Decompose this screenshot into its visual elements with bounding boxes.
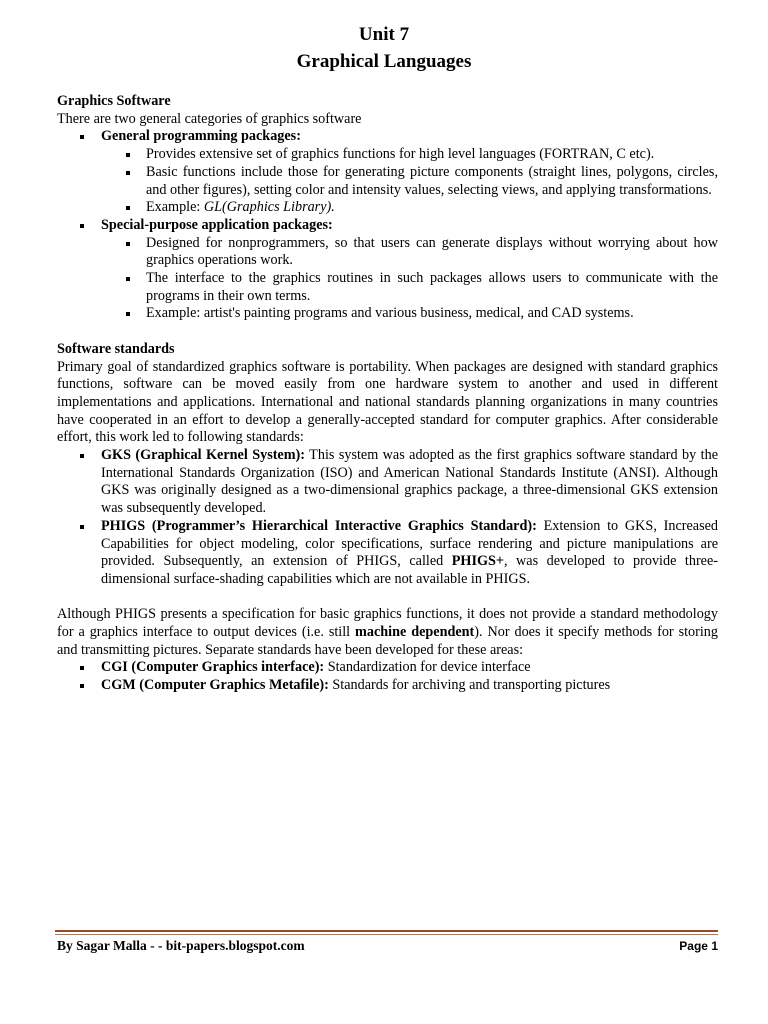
bullet-icon [126, 206, 130, 210]
bullet-text: Provides extensive set of graphics functions for high level languages (FORTRAN, C etc). [146, 146, 655, 163]
cgm-label: CGM (Computer Graphics Metafile): [101, 677, 329, 694]
bullet-icon [126, 242, 130, 246]
phigs-text-2: , was developed to provide three-dimensional surface-shading capabilities which are not available in PHIGS. [101, 553, 718, 587]
bullet-icon [80, 684, 84, 688]
list-item [57, 235, 718, 270]
bullet-text: The interface to the graphics routines in such packages allows users to communicate with the programs in their own terms. [146, 270, 718, 304]
bullet-icon [80, 224, 84, 228]
bullet-icon [126, 277, 130, 281]
list-item [57, 447, 718, 518]
other-standards-list [57, 659, 718, 694]
standards-paragraph: Primary goal of standardized graphics software is portability. When packages are designed with standard graphics functions, software can be moved easily from one hardware system to another and used in different implementations and applications. International and national standards planning organizations in many countries have cooperated in an effort to develop a generally-accepted standard for computer graphics. After considerable effort, this work led to following standards: [57, 358, 718, 446]
standards-list [57, 447, 718, 589]
list-item [57, 677, 718, 695]
bullet-text: Example: [146, 199, 204, 216]
example-italic: GL(Graphics Library). [203, 199, 335, 216]
cgi-text: Standardization for device interface [324, 659, 531, 676]
bullet-icon [126, 171, 130, 175]
list-item [57, 164, 718, 199]
section-intro: There are two general categories of graphics software [57, 110, 362, 127]
bullet-text: Example: artist's painting programs and various business, medical, and CAD systems. [146, 305, 634, 322]
cgm-text: Standards for archiving and transporting pictures [328, 677, 611, 694]
unit-title: Unit 7 [358, 24, 410, 45]
bullet-text: Designed for nonprogrammers, so that users can generate displays without worrying about how graphics operations work. [146, 234, 718, 269]
bullet-icon [126, 312, 130, 316]
category-list [57, 217, 718, 235]
list-item [57, 217, 718, 235]
category-label: General programming packages: [101, 128, 301, 145]
page-number: Page 1 [679, 939, 718, 953]
footer-rule [55, 930, 718, 932]
phigs-text: Extension to GKS, Increased Capabilities for object modeling, color specifications, surface rendering and picture manipulations are provided. Subsequently, an extension of PHIGS, called [101, 517, 718, 570]
para-text-2: ). Nor does it specify methods for storing and transmitting pictures. Separate standards have been developed for these areas: [57, 624, 718, 658]
list-item [57, 305, 718, 323]
bullet-icon [80, 525, 84, 529]
section-heading-graphics-software: Graphics Software [57, 93, 171, 109]
bullet-icon [126, 153, 130, 157]
footer-author: By Sagar Malla - - bit-papers.blogspot.com [57, 938, 305, 953]
para-text: Although PHIGS presents a specification for basic graphics functions, it does not provide a standard methodology for a graphics interface to output devices (i.e. still [57, 606, 718, 641]
list-item [57, 659, 718, 677]
category-label: Special-purpose application packages: [101, 216, 333, 233]
bullet-text: Basic functions include those for generating picture components (straight lines, polygons, circles, and other figures), setting color and intensity values, selecting views, and applying transformations. [146, 163, 718, 198]
spacer [57, 323, 718, 341]
document-body [57, 93, 718, 695]
list-item [57, 146, 718, 164]
list-item [57, 518, 718, 589]
category-list [57, 128, 718, 146]
sub-list [57, 235, 718, 324]
cgi-label: CGI (Computer Graphics interface): [101, 659, 325, 676]
phigs-plus-label: PHIGS+ [451, 553, 504, 570]
gks-text: This system was adopted as the first graphics software standard by the International Standards Organization (ISO) and American National Standards Institute (ANSI). Although GKS was originally designed as a two-dimensional graphics package, a three-dimensional GKS extension was subsequently developed. [101, 447, 718, 517]
footer-rule-thin [55, 934, 718, 935]
machine-dependent-bold: machine dependent [355, 624, 475, 641]
list-item [57, 128, 718, 146]
page-title: Graphical Languages [296, 51, 472, 72]
bullet-icon [80, 454, 84, 458]
gks-label: GKS (Graphical Kernel System): [101, 447, 306, 464]
list-item [57, 199, 718, 217]
phigs-label: PHIGS (Programmer’s Hierarchical Interactive Graphics Standard): [101, 517, 537, 534]
spacer [57, 589, 718, 607]
section-heading-software-standards: Software standards [57, 340, 175, 357]
bullet-icon [80, 666, 84, 670]
phigs-limitations-paragraph [57, 606, 718, 659]
list-item [57, 270, 718, 305]
sub-list [57, 146, 718, 217]
bullet-icon [80, 135, 84, 139]
